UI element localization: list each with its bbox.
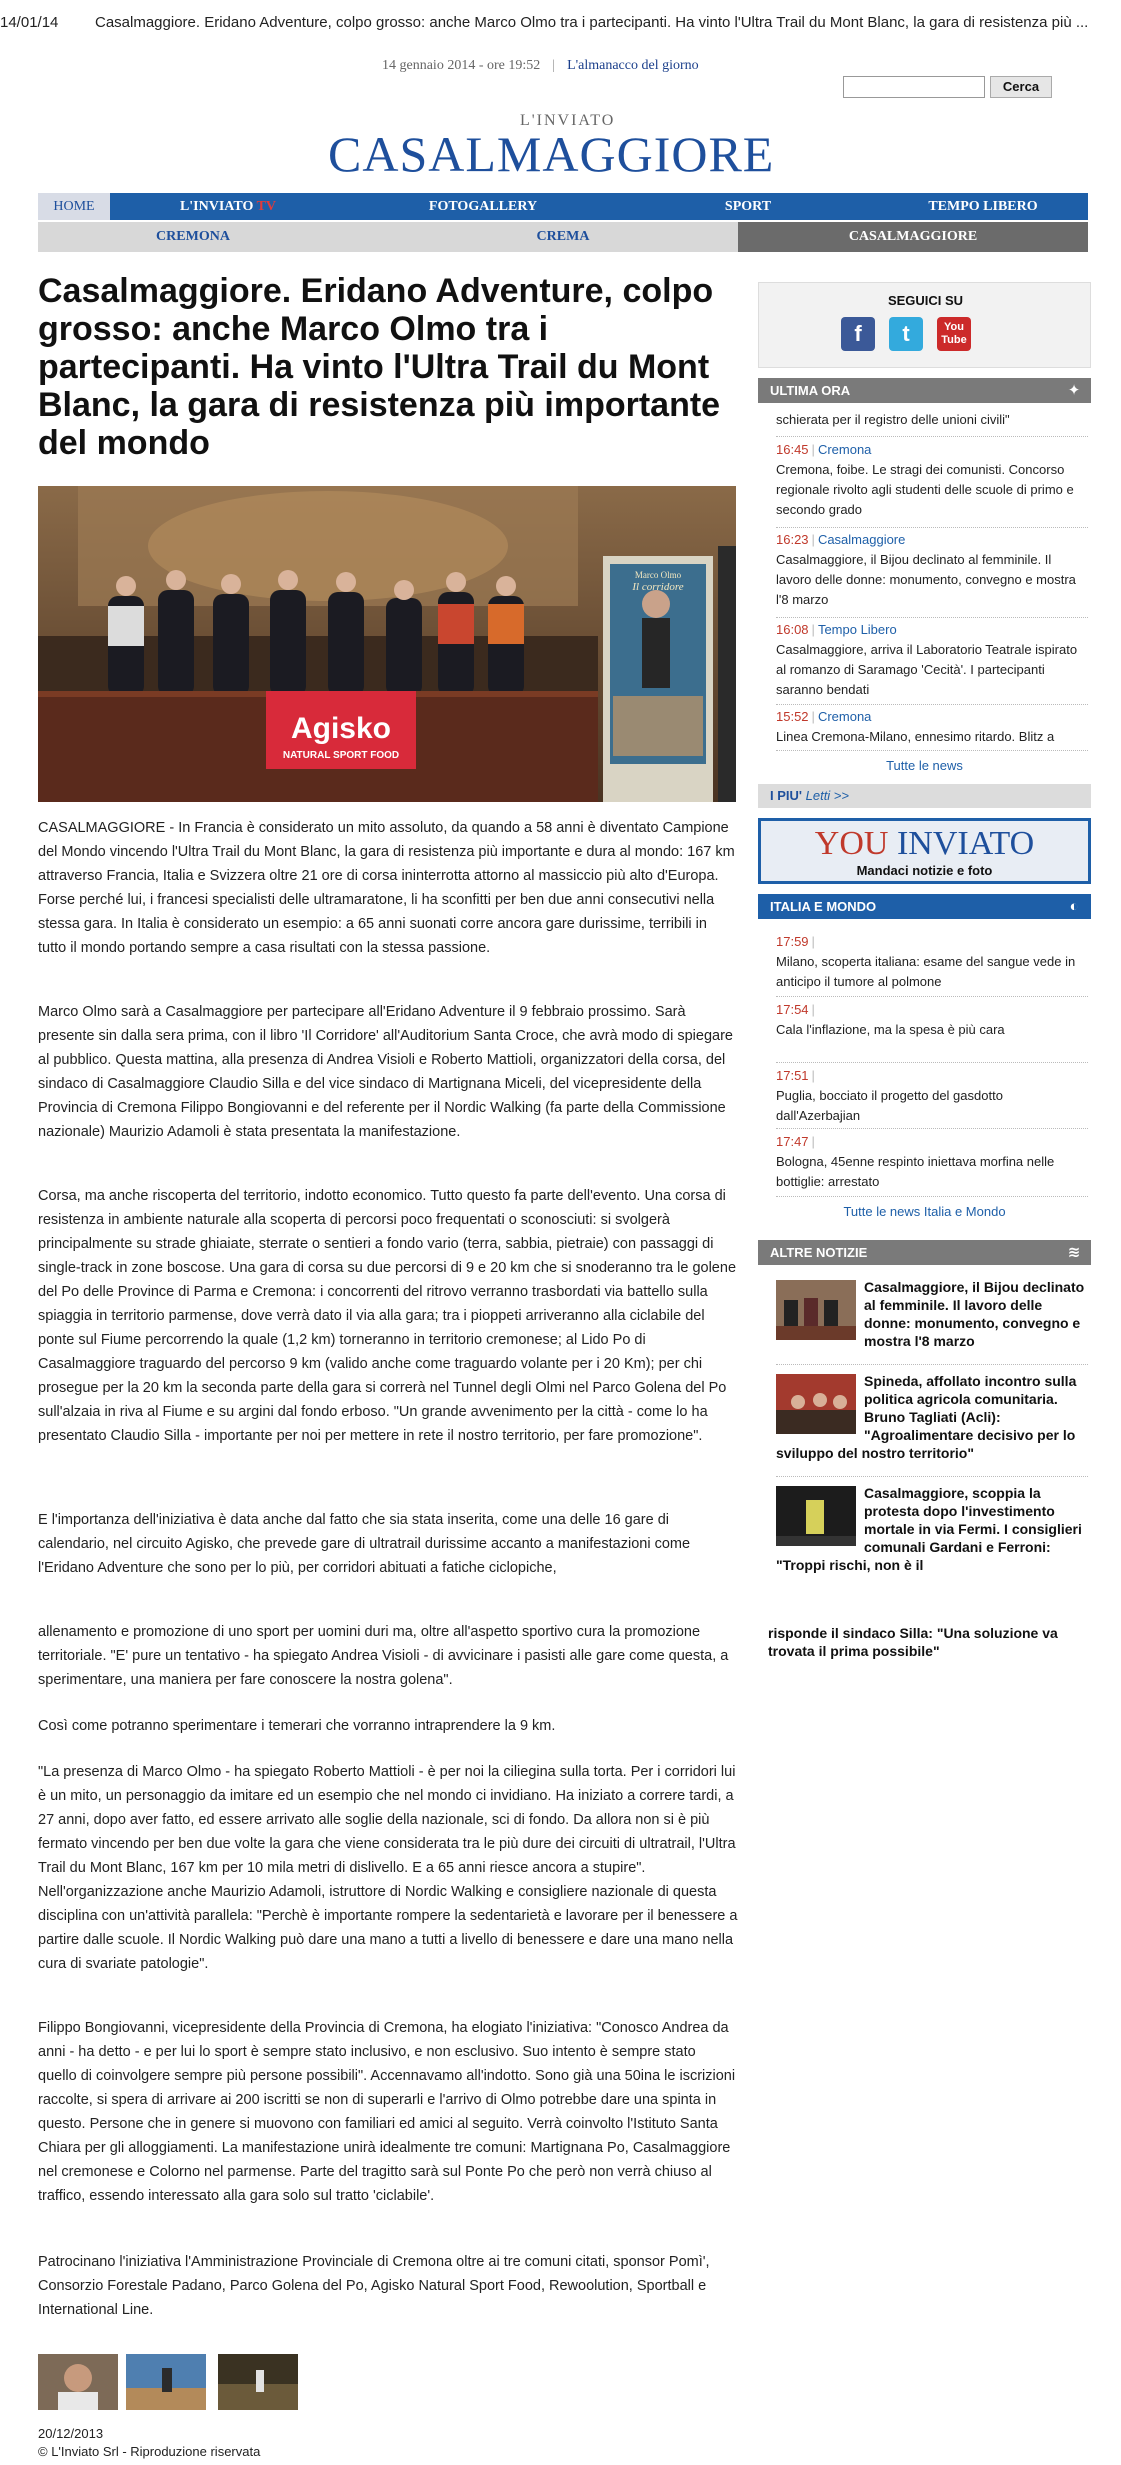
sub-nav (38, 222, 1088, 252)
related-article[interactable] (776, 1278, 1088, 1350)
article-paragraph: Patrocinano l'iniziativa l'Amministrazione Provinciale di Cremona oltre ai tre comuni citati, sponsor Pomì', Consorzio Forestale Padano, Parco Golena del Po, Agisko Natural Sport Food, Rewoolution, Sportball e International Line. (38, 2254, 710, 2318)
italia-mondo-header (758, 894, 1091, 919)
related-article-title: Casalmaggiore, scoppia la protesta dopo l'investimento mortale in via Fermi. I consiglieri comunali Gardani e Ferroni: "Troppi rischi, non è il (776, 1485, 1082, 1573)
news-text: Puglia, bocciato il progetto del gasdotto dall'Azerbajian (776, 1088, 1003, 1123)
news-category[interactable]: Cremona (817, 442, 872, 457)
publication-date: 20/12/2013 (38, 2426, 104, 2441)
related-article[interactable] (776, 1372, 1088, 1462)
nav-tv-label: TV (256, 199, 277, 214)
top-headline[interactable]: Casalmaggiore. Eridano Adventure, colpo grosso: anche Marco Olmo tra i partecipanti. Ha vinto l'Ultra Trail du Mont Blanc, la gara di resistenza più ... (95, 14, 1089, 31)
divider (776, 704, 1088, 705)
article-paragraph: Marco Olmo sarà a Casalmaggiore per partecipare all'Eridano Adventure il 9 febbraio prossimo. Sarà presente sin dalla sera prima, con il libro 'Il Corridore' all'Auditorium Santa Croce, che avrà modo di spiegare al pubblico. Questa mattina, alla presenza di Andrea Visioli e Roberto Mattioli, organizzatori della corsa, del sindaco di Casalmaggiore Claudio Silla e del vice sindaco di Martignana Miceli, del vicepresidente della Provincia di Cremona Filippo Bongiovanni e del referente per il Nordic Walking (fa parte della Commissione nazionale) Maurizio Adamoli è stata presentata la manifestazione. (38, 1004, 733, 1140)
news-item[interactable]: 16:08 | Tempo Libero Casalmaggiore, arriva il Laboratorio Teatrale ispirato al romanzo di Saramago 'Cecità'. I partecipanti saranno bendati (776, 622, 1078, 697)
you-inviato-you: YOU (814, 825, 889, 862)
related-article-continuation: risponde il sindaco Silla: "Una soluzione va trovata il prima possibile" (768, 1625, 1058, 1659)
divider (776, 1062, 1088, 1063)
article-paragraph: Filippo Bongiovanni, vicepresidente della Provincia di Cremona, ha elogiato l'iniziativa: "Conosco Andrea da anni - ha detto - e per lui lo sport è sempre stato inclusivo, e non esclusivo. Suo intento è sempre stato quello di coinvolgere sempre più persone possibili". Accennavamo all'indotto. Sono già una 50ina le iscrizioni raccolte, si spera di arrivare ai 200 iscritti se non di superarli e l'arrivo di Olmo potrebbe dare una spinta in questo. Persone che in genere si muovono con familiari ed amici al seguito. Verrà coinvolto l'Istituto Santa Chiara per gli alloggiamenti. La manifestazione unirà idealmente tre comuni: Martignana Po, Casalmaggiore nel cremonese e Colorno nel parmense. Parte del tragitto sarà sul Ponte Po che però non verrà chiuso al traffico, essendo interessato alla gara solo sul tratto 'ciclabile'. (38, 2020, 736, 2204)
news-time: 16:08 (776, 622, 809, 637)
article-photo (38, 486, 736, 802)
subnav-cremona[interactable]: CREMONA (156, 229, 230, 244)
news-item[interactable]: 16:45 | Cremona Cremona, foibe. Le stragi dei comunisti. Concorso regionale rivolto agli studenti delle scuole di primo e secondo grado (776, 442, 1074, 517)
gallery-thumbnail[interactable] (218, 2354, 298, 2410)
gallery-thumbnail[interactable] (38, 2354, 118, 2410)
divider (776, 527, 1088, 528)
related-article-thumbnail (776, 1374, 856, 1434)
all-world-news-link[interactable]: Tutte le news Italia e Mondo (843, 1204, 1006, 1219)
dateline-separator: | (552, 58, 556, 73)
news-time: 16:23 (776, 532, 809, 547)
most-read-link[interactable]: Letti >> (805, 788, 849, 803)
news-time: 15:52 (776, 709, 809, 724)
news-category[interactable]: Tempo Libero (817, 622, 897, 637)
article-title: Casalmaggiore. Eridano Adventure, colpo grosso: anche Marco Olmo tra i partecipanti. Ha vinto l'Ultra Trail du Mont Blanc, la gara di resistenza più importante del mondo (38, 272, 721, 462)
social-box (758, 282, 1091, 368)
news-text: schierata per il registro delle unioni civili" (776, 412, 1010, 427)
photo-book-title: Il corridore (632, 581, 684, 593)
news-time: 17:59 (776, 934, 809, 949)
top-headline-bar (0, 14, 1121, 38)
main-nav (38, 193, 1088, 220)
you-inviato-logo (761, 825, 1088, 863)
site-logo[interactable]: CASALMAGGIORE (328, 126, 775, 182)
nav-inviato-tv[interactable] (153, 193, 303, 220)
photo-banner-sub: NATURAL SPORT FOOD (282, 750, 400, 761)
subnav-casalmaggiore[interactable]: CASALMAGGIORE (738, 222, 1088, 252)
share-icon[interactable]: ✦ (1067, 382, 1081, 399)
related-article-thumbnail (776, 1280, 856, 1340)
runner-portrait-thumbnail (38, 2354, 118, 2410)
you-inviato-inviato: INVIATO (896, 825, 1035, 862)
divider (776, 1196, 1088, 1197)
dateline (382, 58, 699, 74)
article-paragraph: "La presenza di Marco Olmo - ha spiegato Roberto Mattioli - è per noi la ciliegina sulla torta. Per i corridori lui è un mito, un personaggio da imitare ed un esempio che nel mondo ci invidiano. Ha iniziato a correre tardi, a 27 anni, dopo aver fatto, ed essere arrivato alle soglie della nazionale, sci di fondo. Da allora non si è più fermato vincendo per ben due volte la gara che viene considerata tra le più dure dei circuiti di ultratrail, l'Ultra Trail du Mont Blanc, 167 km per 10 mila metri di dislivello. E a 65 anni riesce ancora a stupire". Nell'organizzazione anche Maurizio Adamoli, istruttore di Nordic Walking e consigliere nazionale di questa disciplina con un'attività parallela: "Perchè è importante rompere la sedentarietà e lavorare per il benessere a partire dalle scuole. Il Nordic Walking può dare una mano a tutti a livello di benessere e dare una mano nella cura di svariate patologie". (38, 1764, 738, 1972)
article-paragraph: CASALMAGGIORE - In Francia è considerato un mito assoluto, da quando a 58 anni è diventato Campione del Mondo vincendo l'Ultra Trail du Mont Blanc, la gara di resistenza più importante e dura al mondo: 167 km attraverso Francia, Italia e Svizzera oltre 21 ore di corsa ininterrotta attorno al massiccio più alto d'Europa. Forse perché lui, i francesi specialisti delle ultramaratone, li ha sconfitti per ben due anni consecutivi nella stessa gara. In Italia è considerato un esempio: a 65 anni suonati corre ancora gare durissime, terribili in tutto il mondo portando sempre a casa risultati con la stessa passione. (38, 820, 735, 956)
news-item[interactable]: 17:47 | Bologna, 45enne respinto iniettava morfina nelle bottiglie: arrestato (776, 1134, 1055, 1189)
news-category[interactable]: Cremona (817, 709, 872, 724)
most-read-bar (758, 784, 1091, 808)
news-time: 17:54 (776, 1002, 809, 1017)
news-time: 16:45 (776, 442, 809, 457)
news-time: 17:51 (776, 1068, 809, 1083)
news-text: Cremona, foibe. Le stragi dei comunisti. Concorso regionale rivolto agli studenti delle scuole di primo e secondo grado (776, 462, 1074, 517)
news-item[interactable]: 17:51 | Puglia, bocciato il progetto del gasdotto dall'Azerbajian (776, 1068, 1003, 1123)
runner-trail-thumbnail (218, 2354, 298, 2410)
facebook-icon[interactable]: f (841, 317, 875, 351)
photo-book-author: Marco Olmo (634, 570, 682, 580)
copyright: © L'Inviato Srl - Riproduzione riservata (38, 2444, 261, 2459)
article-paragraph: Corsa, ma anche riscoperta del territorio, indotto economico. Tutto questo fa parte dell'evento. Una corsa di resistenza in ambiente naturale alla scoperta di percorsi poco frequentati o sconosciuti: si svolgerà principalmente su strade ghiaiate, sterrate o sentieri a fondo vario (terra, sabbia, pietraie) con passaggi di single-track in zone boscose. Una gara di corsa su due percorsi di 9 e 20 km che si snoderanno tra le golene del Po delle Province di Parma e Cremona: i concorrenti del ritrovo verranno trasbordati via battello sulla spiaggia in territorio parmense, dove verrà dato il via alla gara; tra i pioppeti arriveranno alla ciclabile del ponte sul Fiume percorrendo la quale (1,2 km) torneranno in territorio cremonese; al Lido Po di Casalmaggiore traguardo del percorso 9 km (valido anche come traguardo volante per i 20 Km); per chi prosegue per la 20 km la seconda parte della gara si correrà nel Tunnel degli Olmi nel Parco Golena del Po sull'alzaia in riva al Fiume e su argini dal fondo erboso. "Un grande avvenimento per la città - come lo ha presentato Claudio Silla - importante per noi per mettere in rete il nostro territorio, per fare promozione". (38, 1188, 737, 1444)
altre-notizie-header (758, 1240, 1091, 1265)
divider (776, 1476, 1088, 1477)
divider (776, 996, 1088, 997)
press-conference-illustration (38, 486, 736, 802)
search-button[interactable]: Cerca (990, 76, 1052, 98)
social-title: SEGUICI SU (887, 293, 964, 308)
article-paragraph: Così come potranno sperimentare i temerari che vorranno intraprendere la 9 km. (38, 1718, 556, 1734)
news-text: Cala l'inflazione, ma la spesa è più cara (776, 1022, 1005, 1037)
search-input[interactable] (843, 76, 985, 98)
current-date: 14 gennaio 2014 - ore 19:52 (382, 58, 541, 73)
nav-inviato-label: L'INVIATO (179, 199, 254, 214)
related-article-title: Spineda, affollato incontro sulla politica agricola comunitaria. Bruno Tagliati (Acli): "Agroalimentare decisivo per lo sviluppo del nostro territorio" (776, 1373, 1077, 1461)
news-category[interactable]: Casalmaggiore (817, 532, 906, 547)
news-text: Bologna, 45enne respinto iniettava morfina nelle bottiglie: arrestato (776, 1154, 1055, 1189)
nav-home[interactable]: HOME (38, 193, 110, 220)
nav-fotogallery[interactable]: FOTOGALLERY (428, 199, 538, 214)
related-article-title: Casalmaggiore, il Bijou declinato al femminile. Il lavoro delle donne: monumento, convegno e mostra l'8 marzo (864, 1279, 1085, 1349)
article-paragraph: E l'importanza dell'iniziativa è data anche dal fatto che sia stata inserita, come una delle 16 gare di calendario, nel circuito Agisko, che prevede gare di ultratrail durissime accanto a manifestazioni come l'Eridano Adventure che sono per lo più, per corridori abituati a fatiche ciclopiche, (38, 1512, 691, 1576)
top-date: 14/01/14 (0, 14, 59, 31)
globe-icon: ◐ (1069, 898, 1079, 915)
news-item[interactable]: 16:23 | Casalmaggiore Casalmaggiore, il Bijou declinato al femminile. Il lavoro delle donne: monumento, convegno e mostra l'8 marzo (776, 532, 1076, 607)
nav-sport[interactable]: SPORT (724, 199, 772, 214)
divider (776, 617, 1088, 618)
you-inviato-banner[interactable] (758, 818, 1091, 884)
you-inviato-tagline: Mandaci notizie e foto (856, 863, 993, 878)
divider (776, 750, 1088, 751)
youtube-icon[interactable]: You Tube (937, 317, 971, 351)
news-time: 17:47 (776, 1134, 809, 1149)
news-item[interactable]: 17:54 | Cala l'inflazione, ma la spesa è più cara (776, 1002, 1005, 1037)
news-item[interactable]: 15:52 | Cremona Linea Cremona-Milano, ennesimo ritardo. Blitz a (776, 709, 1055, 744)
twitter-icon[interactable]: t (889, 317, 923, 351)
most-read-label: I PIU' (770, 788, 802, 803)
ultima-ora-title: ULTIMA ORA (770, 383, 851, 398)
runner-landscape-thumbnail (126, 2354, 206, 2410)
divider (776, 436, 1088, 437)
divider (776, 1128, 1088, 1129)
nav-tempo-libero[interactable]: TEMPO LIBERO (928, 199, 1038, 214)
altre-notizie-title: ALTRE NOTIZIE (770, 1245, 868, 1260)
divider (776, 1364, 1088, 1365)
photo-banner: Agisko (290, 712, 392, 745)
news-text: Milano, scoperta italiana: esame del sangue vede in anticipo il tumore al polmone (776, 954, 1076, 989)
news-text: Linea Cremona-Milano, ennesimo ritardo. Blitz a (776, 729, 1055, 744)
article-paragraph: allenamento e promozione di uno sport per uomini duri ma, oltre all'aspetto sportivo cura la promozione territoriale. "E' pure un tentativo - ha spiegato Andrea Visioli - di avvicinare i pasisti alle gare come questa, a sperimentare, una maniera per fare conoscere la nostra golena". (38, 1624, 729, 1688)
italia-mondo-title: ITALIA E MONDO (770, 899, 877, 914)
almanacco-link[interactable]: L'almanacco del giorno (567, 58, 699, 73)
ultima-ora-header (758, 378, 1091, 403)
layers-icon: ≋ (1067, 1244, 1081, 1261)
related-article[interactable] (776, 1484, 1088, 1574)
news-item[interactable]: 17:59 | Milano, scoperta italiana: esame del sangue vede in anticipo il tumore al polmone (776, 934, 1076, 989)
gallery-thumbnail[interactable] (126, 2354, 206, 2410)
logo-top-text: L'INVIATO (520, 112, 616, 129)
related-article-thumbnail (776, 1486, 856, 1546)
subnav-crema[interactable]: CREMA (536, 229, 590, 244)
news-text: Casalmaggiore, arriva il Laboratorio Teatrale ispirato al romanzo di Saramago 'Cecità'. I partecipanti saranno bendati (776, 642, 1078, 697)
news-item[interactable] (776, 410, 1088, 430)
all-news-link[interactable]: Tutte le news (886, 758, 963, 773)
news-text: Casalmaggiore, il Bijou declinato al femminile. Il lavoro delle donne: monumento, convegno e mostra l'8 marzo (776, 552, 1076, 607)
